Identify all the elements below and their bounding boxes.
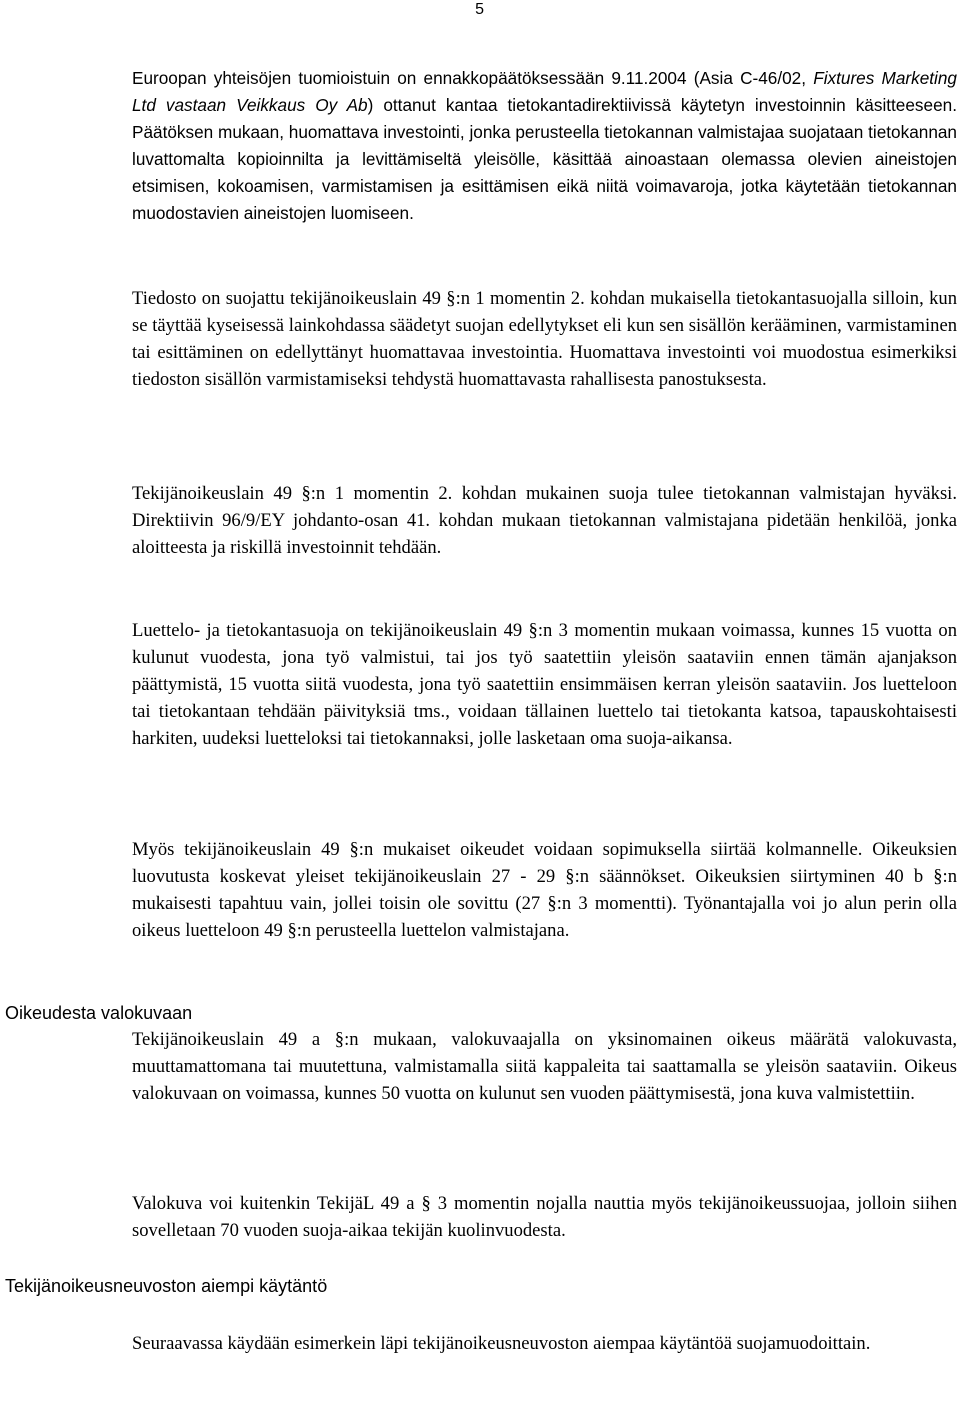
paragraph-esimerkit: Seuraavassa käydään esimerkein läpi tekijänoikeusneuvoston aiempaa käytäntöä suojamuodoittain. [132,1333,871,1354]
paragraph-ey-tuomioistuin [132,65,957,227]
case-name: Fixtures Marketing Ltd vastaan Veikkaus Oy Ab [132,68,957,115]
page-number: 5 [475,1,484,18]
paragraph-text: Euroopan yhteisöjen tuomioistuin on ennakkopäätöksessään 9.11.2004 (Asia C-46/02, [132,68,814,88]
paragraph-valmistaja: Tekijänoikeuslain 49 §:n 1 momentin 2. kohdan mukainen suoja tulee tietokannan valmistajan hyväksi. Direktiivin 96/9/EY johdanto-osan 41. kohdan mukaan tietokannan valmistajana pidetään henkilöä, jonka aloitteesta ja riskillä investoinnit tehdään. [132,483,957,558]
section-heading-valokuva: Oikeudesta valokuvaan [5,1003,193,1023]
paragraph-text: ) ottanut kantaa tietokantadirektiivissä käytetyn investoinnin käsitteeseen. [367,95,957,115]
paragraph-valokuvaaja: Tekijänoikeuslain 49 a §:n mukaan, valokuvaajalla on yksinomainen oikeus määrätä valokuvasta, muuttamattomana tai muutettuna, valmistamalla siitä kappaleita tai saattamalla se yleisön saataviin. Oikeus valokuvaan on voimassa, kunnes 50 vuotta on kulunut sen vuoden päättymisestä, jona kuva valmistettiin. [132,1029,957,1104]
section-heading-kaytanto: Tekijänoikeusneuvoston aiempi käytäntö [5,1276,328,1296]
paragraph-valokuva-suoja: Valokuva voi kuitenkin TekijäL 49 a § 3 momentin nojalla nauttia myös tekijänoikeussuojaa, jolloin siihen sovelletaan 70 vuoden suoja-aikaa tekijän kuolinvuodesta. [132,1193,957,1241]
paragraph-text: Päätöksen mukaan, huomattava investointi, jonka perusteella tietokannan valmistajaa suojataan tietokannan luvattomalta kopioinnilta ja levittämiseltä yleisölle, käsittää ainoastaan olemassa olevien aineistojen etsimisen, kokoamisen, varmistamisen ja esittämisen eikä niitä voimavaroja, jotka käytetään tietokannan muodostavien aineistojen luomiseen. [132,122,957,223]
paragraph-siirto: Myös tekijänoikeuslain 49 §:n mukaiset oikeudet voidaan sopimuksella siirtää kolmannelle. Oikeuksien luovutusta koskevat yleiset tekijänoikeuslain 27 - 29 §:n säännökset. Oikeuksien siirtyminen 40 b §:n mukaisesti tapahtuu vain, jollei toisin ole sovittu (27 §:n 3 momentti). Työnantajalla voi jo alun perin olla oikeus luetteloon 49 §:n perusteella luettelon valmistajana. [132,839,957,941]
paragraph-tietokantasuoja: Tiedosto on suojattu tekijänoikeuslain 49 §:n 1 momentin 2. kohdan mukaisella tietokantasuojalla silloin, kun se täyttää kyseisessä lainkohdassa säädetyt suojan edellytykset eli kun sen sisällön kerääminen, varmistaminen tai esittäminen on edellyttänyt huomattavaa investointia. Huomattava investointi voi muodostua esimerkiksi tiedoston sisällön varmistamiseksi tehdystä huomattavasta rahallisesta panostuksesta. [132,288,957,390]
paragraph-suoja-aika: Luettelo- ja tietokantasuoja on tekijänoikeuslain 49 §:n 3 momentin mukaan voimassa, kunnes 15 vuotta on kulunut vuodesta, jona työ valmistui, tai jos työ saatettiin yleisön saataviin ennen tämän ajanjakson päättymistä, 15 vuotta siitä vuodesta, jona työ saatettiin ensimmäisen kerran yleisön saataviin. Jos luetteloon tai tietokantaan tehdään päivityksiä tms., voidaan tällainen luettelo tai tietokanta katsoa, tapauskohtaisesti harkiten, uudeksi luetteloksi tai tietokannaksi, jolle lasketaan oma suoja-aikansa. [132,620,957,749]
